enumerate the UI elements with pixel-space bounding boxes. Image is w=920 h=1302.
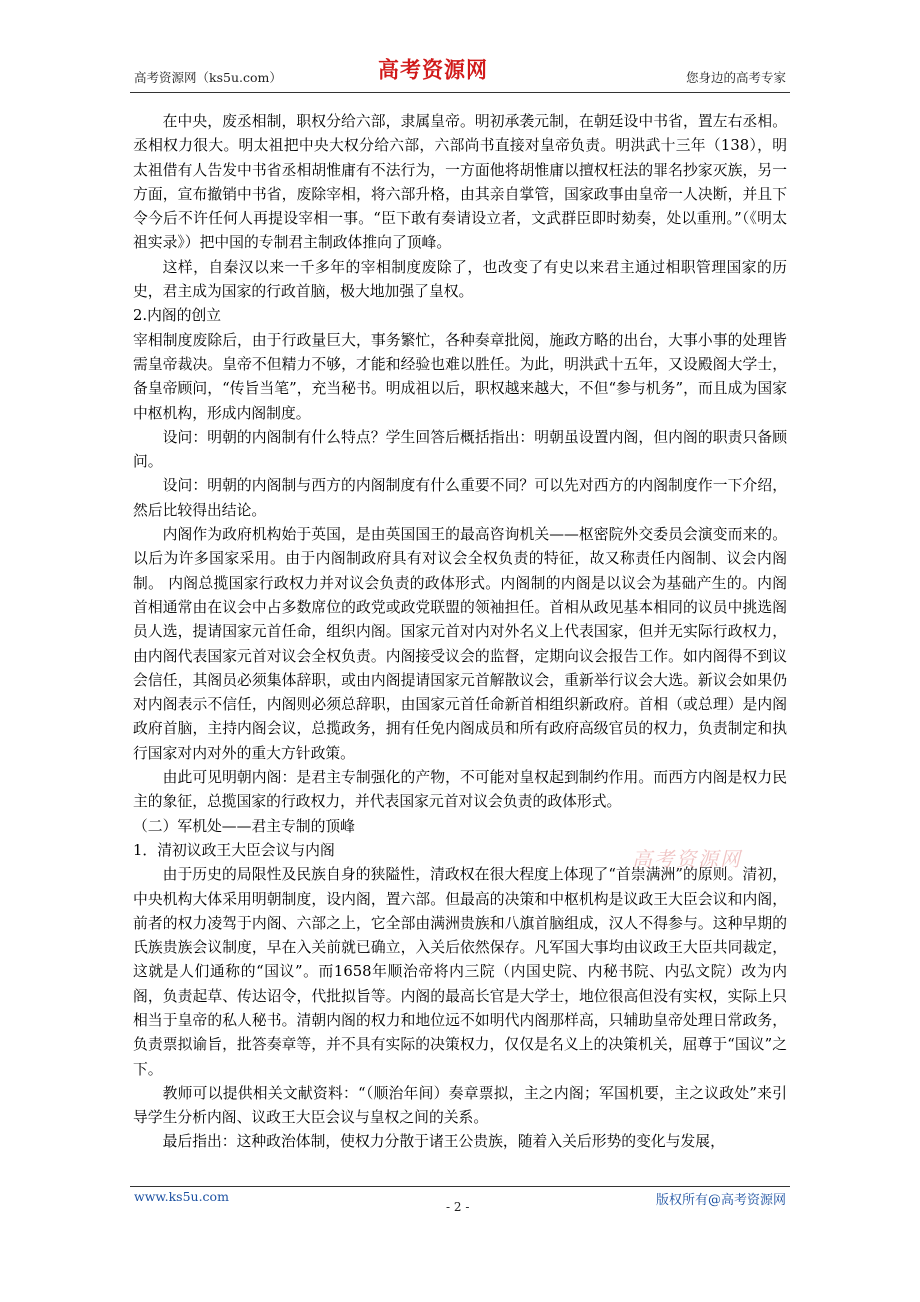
paragraph-chancellor-abolished: 这样，自秦汉以来一千多年的宰相制度废除了，也改变了有史以来君主通过相职管理国家的历史，君主成为国家的行政首脑，极大地加强了皇权。 [133, 258, 787, 301]
paragraph-comparison: 由此可见明朝内阁：是君主专制强化的产物，不可能对皇权起到制约作用。而西方内阁是权力民主的象征，总揽国家的行政权力，并代表国家元首对议会负责的政体形式。 [133, 769, 787, 811]
page-number: - 2 - [446, 1200, 470, 1214]
page-footer [130, 1186, 790, 1227]
section-heading-cabinet-founding: 2.内阁的创立 [133, 307, 222, 325]
paragraph-question-2: 设问：明朝的内阁制与西方的内阁制度有什么重要不同？可以先对西方的内阁制度作一下介绍，然后比较得出结论。 [133, 477, 787, 519]
paragraph-cabinet-origin: 宰相制度废除后，由于行政量巨大，事务繁忙，各种奏章批阅，施政方略的出台，大事小事的处理皆需皇帝裁决。皇帝不但精力不够，才能和经验也难以胜任。为此，明洪武十五年，又设殿阁大学士，备皇帝顾问，“传旨当笔”，充当秘书。明成祖以后，职权越来越大，不但“参与机务”，而且成为国家中枢机构，形成内阁制度。 [133, 331, 787, 422]
paragraph-central-reform: 在中央，废丞相制，职权分给六部，隶属皇帝。明初承袭元制，在朝廷设中书省，置左右丞相。丞相权力很大。明太祖把中央大权分给六部，六部尚书直接对皇帝负责。明洪武十三年（138），明太祖借有人告发中书省丞相胡惟庸有不法行为，一方面他将胡惟庸以擅权枉法的罪名抄家灭族，另一方面，宣布撤销中书省，废除宰相，将六部升格，由其亲自掌管，国家政事由皇帝一人决断，并且下令今后不许任何人再提设宰相一事。“臣下敢有奏请设立者，文武群臣即时劾奏，处以重刑。”（《明太祖实录》）把中国的专制君主制政体推向了顶峰。 [133, 113, 787, 252]
header-site-name: 高考资源网（ks5u.com） [134, 70, 282, 85]
paragraph-conclusion: 最后指出：这种政治体制，使权力分散于诸王公贵族，随着入关后形势的变化与发展， [162, 1133, 725, 1151]
subsection-heading-qing-council: 1．清初议政王大臣会议与内阁 [133, 841, 335, 859]
section-heading-grand-council: （二）军机处——君主专制的顶峰 [133, 817, 355, 835]
header-logo: 高考资源网 [378, 56, 488, 83]
paragraph-qing-institutions: 由于历史的局限性及民族自身的狭隘性，清政权在很大程度上体现了“首崇满洲”的原则。清初，中央机构大体采用明朝制度，设内阁，置六部。但最高的决策和中枢机构是议政王大臣会议和内阁，前者的权力凌驾于内阁、六部之上，它全部由满洲贵族和八旗首脑组成，汉人不得参与。这种早期的氏族贵族会议制度，早在入关前就已确立，入关后依然保存。凡军国大事均由议政王大臣共同裁定，这就是人们通称的“国议”。而1658年顺治帝将内三院（内国史院、内秘书院、内弘文院）改为内阁，负责起草、传达诏令，代批拟旨等。内阁的最高长官是大学士，地位很高但没有实权，实际上只相当于皇帝的私人秘书。清朝内阁的权力和地位远不如明代内阁那样高，只辅助皇帝处理日常政务，负责票拟谕旨，批答奏章等，并不具有实际的决策权力，仅仅是名义上的决策机关，屈尊于“国议”之下。 [133, 866, 787, 1078]
footer-copyright: 版权所有@高考资源网 [655, 1193, 786, 1208]
header-slogan: 您身边的高考专家 [685, 70, 786, 85]
footer-site-link[interactable]: www.ks5u.com [134, 1189, 229, 1204]
paragraph-question-1: 设问：明朝的内阁制有什么特点？学生回答后概括指出：明朝虽设置内阁，但内阁的职责只备顾问。 [133, 428, 787, 471]
paragraph-teacher-materials: 教师可以提供相关文献资料：“（顺治年间）奏章票拟，主之内阁；军国机要，主之议政处”来引导学生分析内阁、议政王大臣会议与皇权之间的关系。 [133, 1084, 787, 1127]
paragraph-western-cabinet: 内阁作为政府机构始于英国，是由英国国王的最高咨询机关——枢密院外交委员会演变而来的。以后为许多国家采用。由于内阁制政府具有对议会全权负责的特征，故又称责任内阁制、议会内阁制。 内阁总揽国家行政权力并对议会负责的政体形式。内阁制的内阁是以议会为基础产生的。内阁首相通常由在议会中占多数席位的政党或政党联盟的领袖担任。首相从政见基本相同的议员中挑选阁员人选，提请国家元首任命，组织内阁。国家元首对内对外名义上代表国家，但并无实际行政权力，由内阁代表国家元首对议会全权负责。内阁接受议会的监督，定期向议会报告工作。如内阁得不到议会信任，其阁员必须集体辞职，或由内阁提请国家元首解散议会，重新举行议会大选。新议会如果仍对内阁表示不信任，内阁则必须总辞职，由国家元首任命新首相组织新政府。首相（或总理）是内阁政府首脑，主持内阁会议，总揽政务，拥有任免内阁成员和所有政府高级官员的权力，负责制定和执行国家对内对外的重大方针政策。 [133, 526, 787, 762]
document-body [133, 110, 787, 1155]
page-header [130, 52, 790, 93]
watermark-stamp: 高考资源网 [632, 847, 742, 871]
